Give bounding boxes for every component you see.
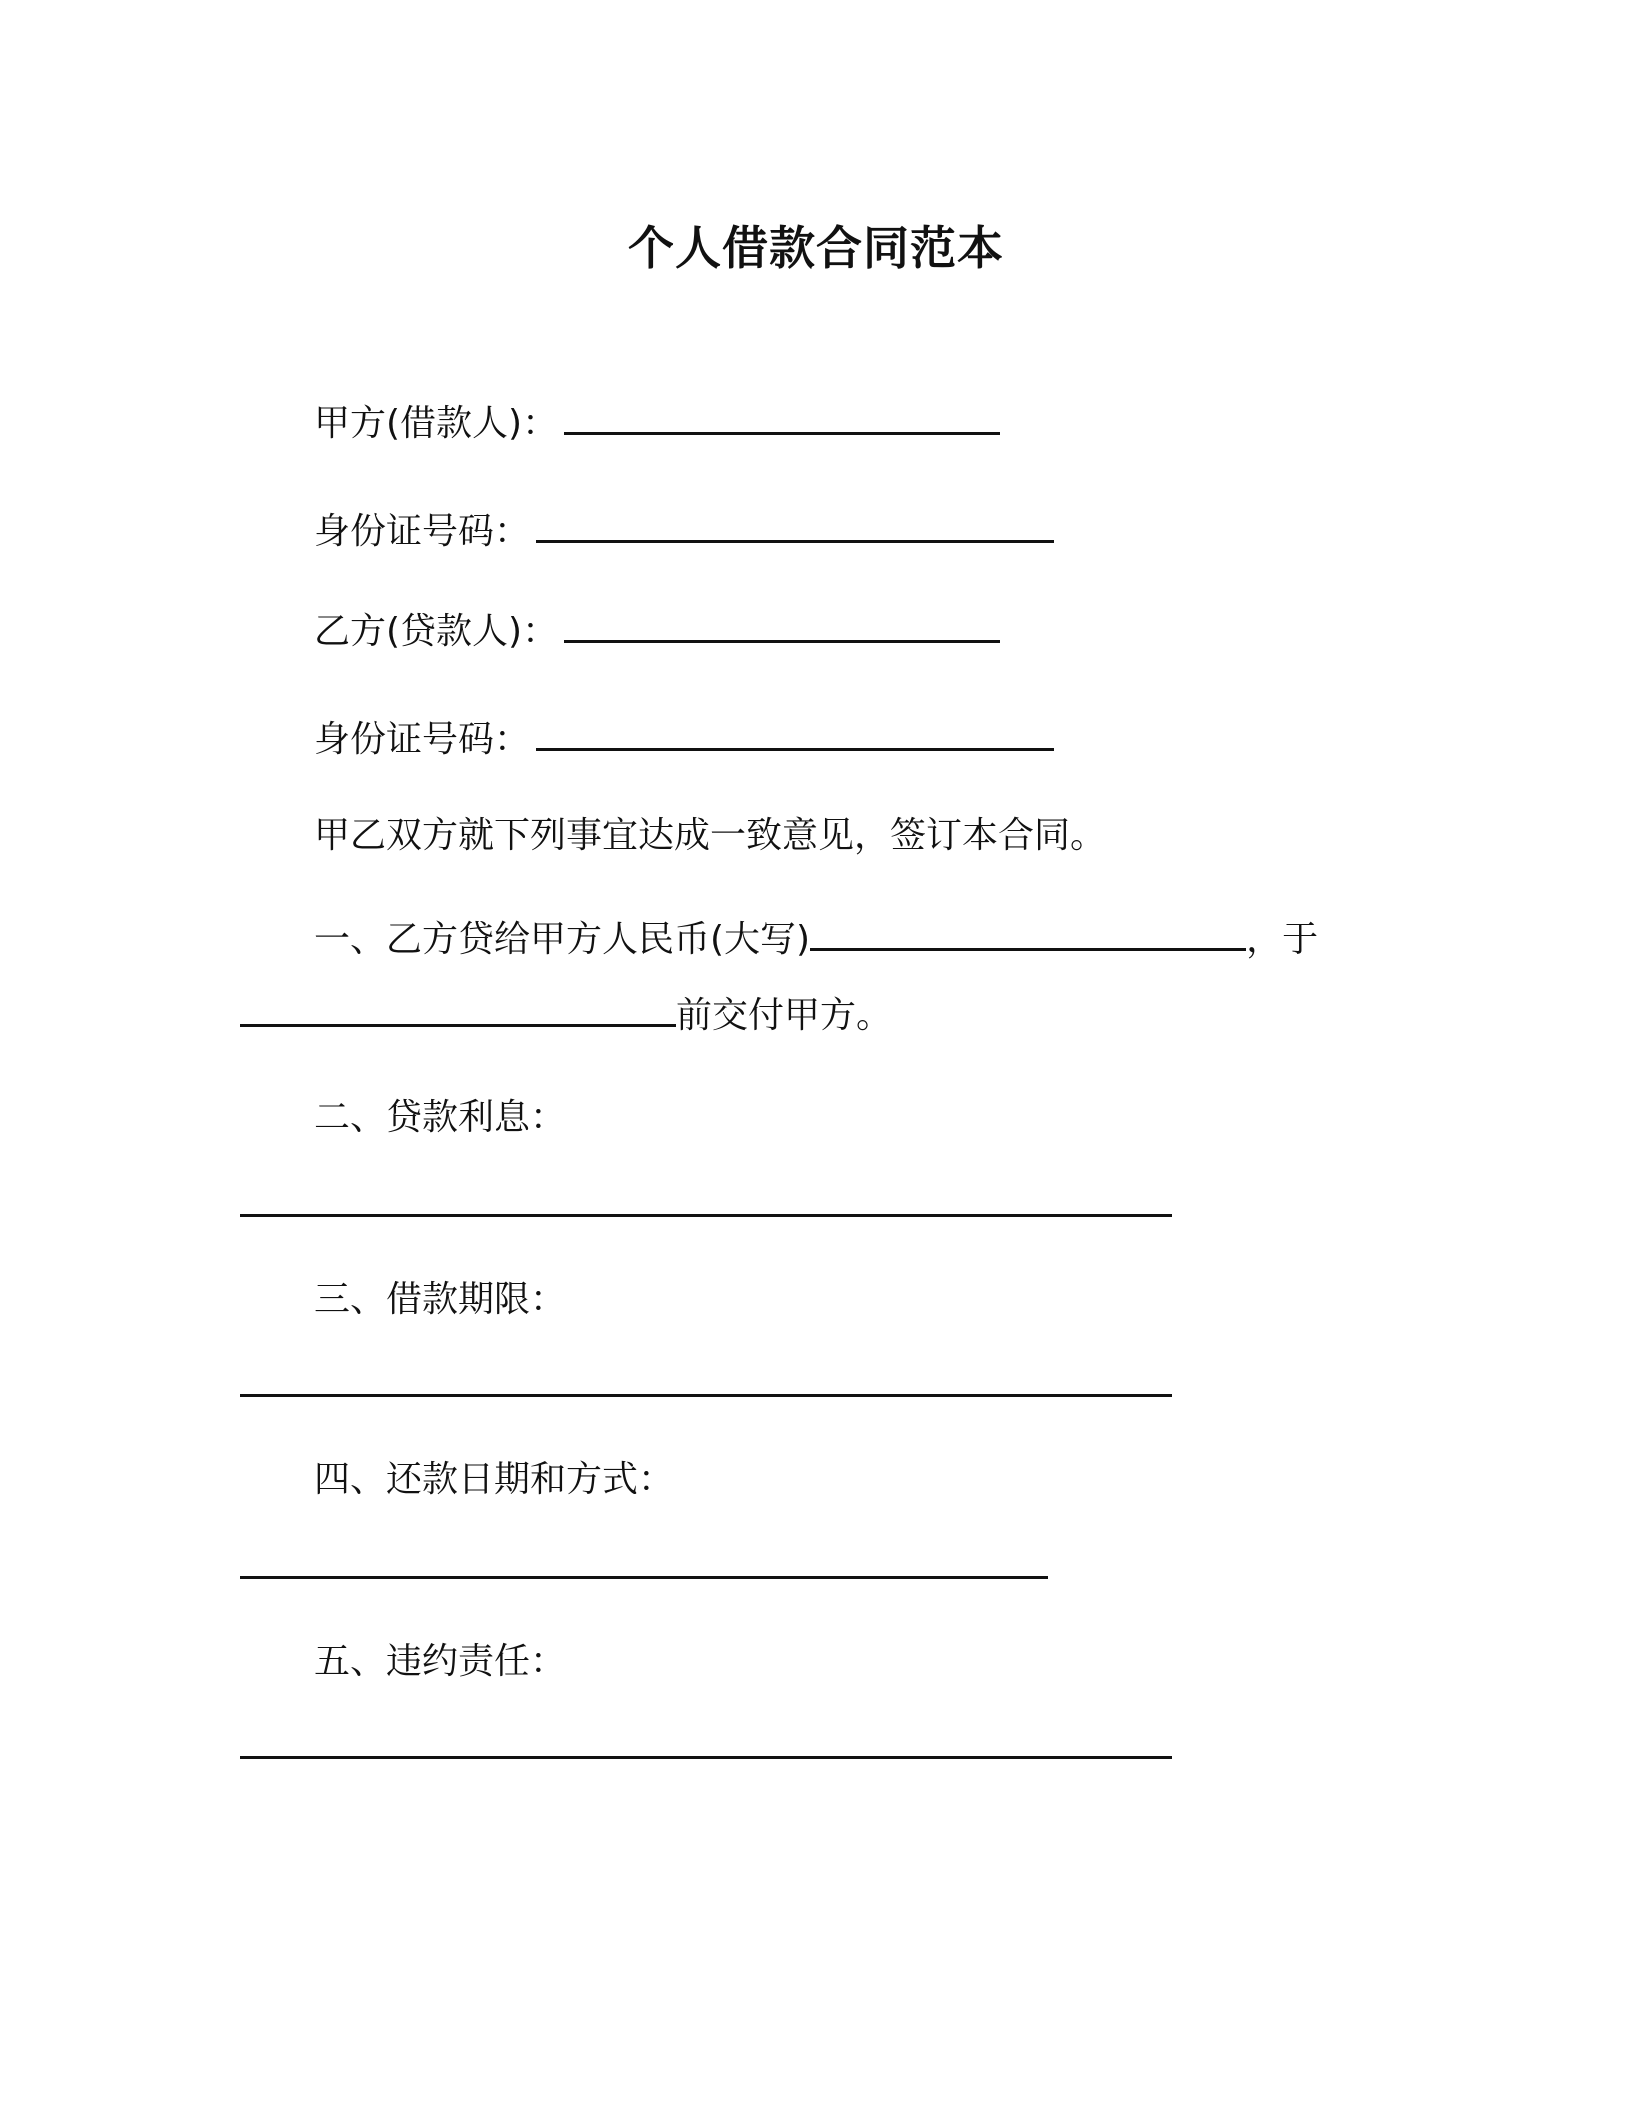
clause-5-blank[interactable] xyxy=(240,1756,1172,1759)
agreement-text: 甲乙双方就下列事宜达成一致意见，签订本合同。 xyxy=(314,815,1107,856)
clause-1-suffix: ，于 xyxy=(1246,919,1319,960)
party-b-label: 乙方(贷款人)： xyxy=(314,611,559,652)
party-b-id-blank[interactable] xyxy=(536,714,1054,751)
clause-1-continuation: 前交付甲方。 xyxy=(676,995,893,1036)
party-a-row xyxy=(314,398,1000,448)
loan-amount-blank[interactable] xyxy=(810,914,1246,951)
party-b-id-row xyxy=(314,714,1054,764)
party-b-blank[interactable] xyxy=(564,606,1000,643)
party-b-row xyxy=(314,606,1000,656)
party-a-label: 甲方(借款人)： xyxy=(314,403,559,444)
clause-5-heading: 五、违约责任： xyxy=(314,1641,567,1682)
party-a-id-row xyxy=(314,506,1054,556)
clause-1-prefix: 一、乙方贷给甲方人民币(大写) xyxy=(314,919,811,960)
clause-4-blank[interactable] xyxy=(240,1576,1048,1579)
clause-2-blank[interactable] xyxy=(240,1214,1172,1217)
party-b-id-label: 身份证号码： xyxy=(314,719,531,760)
clause-1-row xyxy=(314,914,1318,964)
clause-3-heading: 三、借款期限： xyxy=(314,1279,567,1320)
party-a-id-blank[interactable] xyxy=(536,506,1054,543)
clause-1-continuation-row xyxy=(240,990,892,1040)
delivery-date-blank[interactable] xyxy=(240,990,676,1027)
party-a-id-label: 身份证号码： xyxy=(314,511,531,552)
clause-3-blank[interactable] xyxy=(240,1394,1172,1397)
clause-2-heading: 二、贷款利息： xyxy=(314,1097,567,1138)
party-a-blank[interactable] xyxy=(564,398,1000,435)
clause-4-heading: 四、还款日期和方式： xyxy=(314,1459,675,1500)
document-title: 个人借款合同范本 xyxy=(628,221,1004,275)
